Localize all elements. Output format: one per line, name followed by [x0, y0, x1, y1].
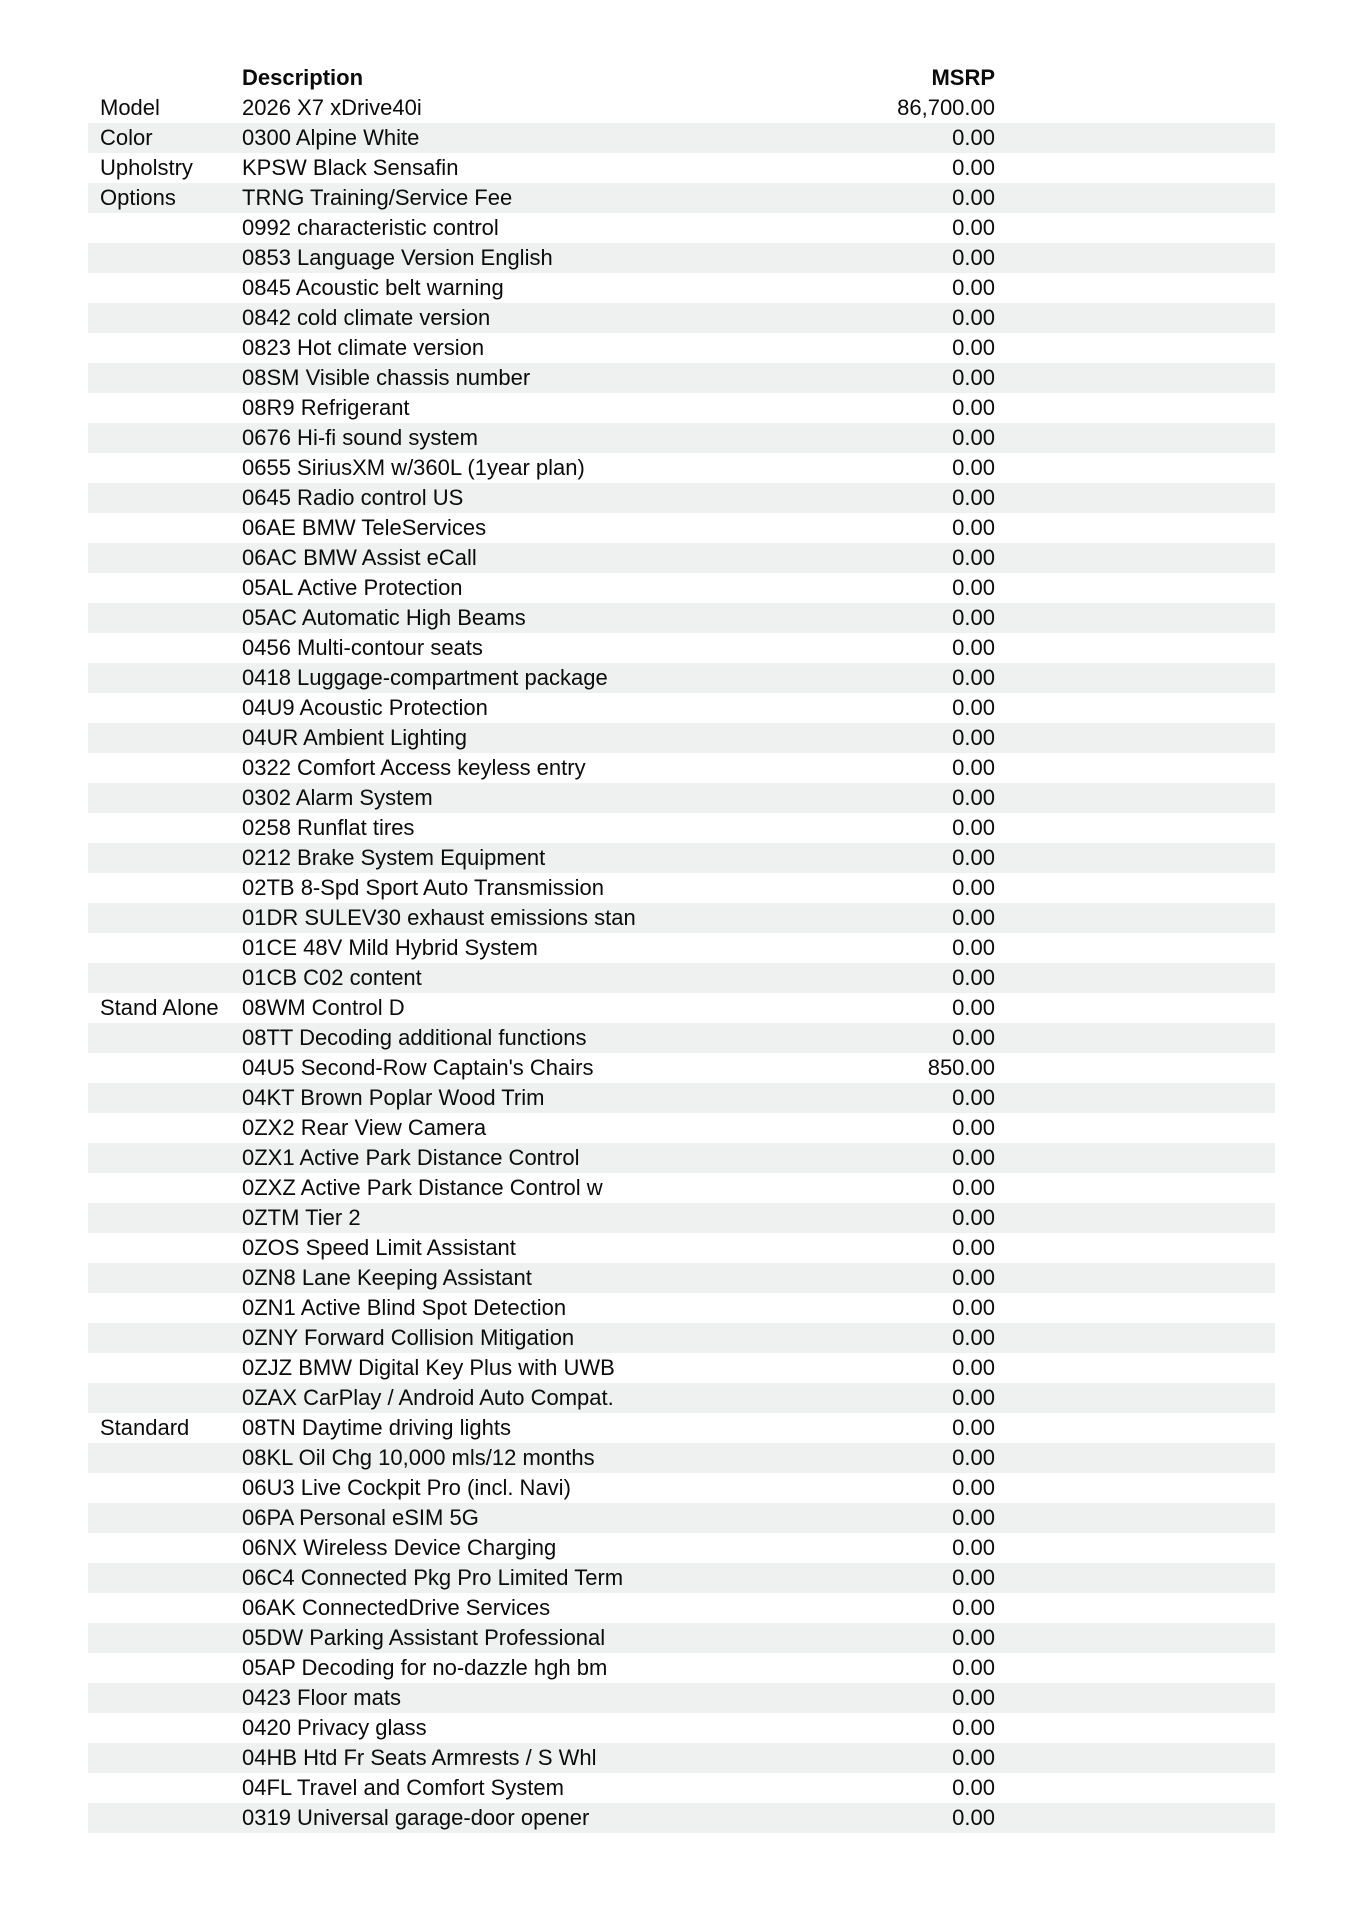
table-row — [88, 813, 1275, 843]
row-right-spacer — [995, 603, 1275, 633]
row-category-label — [88, 453, 242, 483]
row-description: KPSW Black Sensafin — [242, 155, 459, 180]
row-category-label — [88, 483, 242, 513]
row-description: 0ZJZ BMW Digital Key Plus with UWB — [242, 1355, 615, 1380]
row-category-label — [88, 513, 242, 543]
row-category-label — [88, 1623, 242, 1653]
row-description: TRNG Training/Service Fee — [242, 185, 513, 210]
row-msrp-value: 0.00 — [952, 125, 995, 150]
table-row — [88, 393, 1275, 423]
row-right-spacer — [995, 693, 1275, 723]
row-description: 01CE 48V Mild Hybrid System — [242, 935, 538, 960]
table-row — [88, 1623, 1275, 1653]
row-description: 05AP Decoding for no-dazzle hgh bm — [242, 1655, 608, 1680]
row-right-spacer — [995, 1533, 1275, 1563]
row-category-label — [88, 603, 242, 633]
row-description: 06AE BMW TeleServices — [242, 515, 487, 540]
row-category-label — [88, 1173, 242, 1203]
header-msrp: MSRP — [931, 65, 995, 90]
table-row — [88, 243, 1275, 273]
table-row — [88, 903, 1275, 933]
row-description: 06NX Wireless Device Charging — [242, 1535, 557, 1560]
row-right-spacer — [995, 663, 1275, 693]
row-description: 04U9 Acoustic Protection — [242, 695, 488, 720]
row-right-spacer — [995, 393, 1275, 423]
row-category-label — [88, 1023, 242, 1053]
row-right-spacer — [995, 1653, 1275, 1683]
row-msrp-value: 0.00 — [952, 935, 995, 960]
table-row — [88, 213, 1275, 243]
row-msrp-value: 0.00 — [952, 1235, 995, 1260]
row-category-label — [88, 1563, 242, 1593]
row-msrp-value: 0.00 — [952, 335, 995, 360]
row-right-spacer — [995, 1263, 1275, 1293]
row-right-spacer — [995, 1233, 1275, 1263]
row-msrp-value: 0.00 — [952, 965, 995, 990]
table-row — [88, 1143, 1275, 1173]
row-category-label — [88, 213, 242, 243]
row-description: 08TT Decoding additional functions — [242, 1025, 587, 1050]
row-right-spacer — [995, 1323, 1275, 1353]
row-msrp-value: 0.00 — [952, 1115, 995, 1140]
table-row — [88, 513, 1275, 543]
row-description: 01CB C02 content — [242, 965, 422, 990]
row-description: 0ZN1 Active Blind Spot Detection — [242, 1295, 567, 1320]
row-msrp-value: 0.00 — [952, 1775, 995, 1800]
row-category-label — [88, 363, 242, 393]
row-description: 0ZTM Tier 2 — [242, 1205, 361, 1230]
table-row — [88, 1293, 1275, 1323]
row-category-label — [88, 333, 242, 363]
row-description: 0258 Runflat tires — [242, 815, 415, 840]
row-category-label — [88, 1263, 242, 1293]
row-right-spacer — [995, 1563, 1275, 1593]
row-category-label — [88, 1443, 242, 1473]
row-right-spacer — [995, 1443, 1275, 1473]
row-category-label: Stand Alone — [100, 995, 219, 1020]
table-row — [88, 1113, 1275, 1143]
table-row — [88, 1053, 1275, 1083]
row-msrp-value: 0.00 — [952, 1685, 995, 1710]
table-row — [88, 783, 1275, 813]
row-category-label — [88, 1053, 242, 1083]
row-description: 0ZNY Forward Collision Mitigation — [242, 1325, 575, 1350]
row-description: 0418 Luggage-compartment package — [242, 665, 608, 690]
row-msrp-value: 0.00 — [952, 1655, 995, 1680]
row-description: 04UR Ambient Lighting — [242, 725, 468, 750]
row-right-spacer — [995, 1743, 1275, 1773]
table-row — [88, 1593, 1275, 1623]
table-row — [88, 183, 1275, 213]
row-right-spacer — [995, 543, 1275, 573]
row-category-label — [88, 1773, 242, 1803]
table-row — [88, 423, 1275, 453]
row-description: 0302 Alarm System — [242, 785, 433, 810]
row-msrp-value: 0.00 — [952, 1415, 995, 1440]
row-category-label — [88, 963, 242, 993]
row-description: 04HB Htd Fr Seats Armrests / S Whl — [242, 1745, 597, 1770]
row-description: 01DR SULEV30 exhaust emissions stan — [242, 905, 636, 930]
table-row — [88, 1233, 1275, 1263]
row-description: 0456 Multi-contour seats — [242, 635, 483, 660]
row-category-label — [88, 783, 242, 813]
header-category-spacer — [88, 63, 242, 93]
row-category-label — [88, 1653, 242, 1683]
row-description: 04U5 Second-Row Captain's Chairs — [242, 1055, 594, 1080]
row-category-label — [88, 1323, 242, 1353]
row-description: 05AC Automatic High Beams — [242, 605, 526, 630]
row-description: 0845 Acoustic belt warning — [242, 275, 504, 300]
table-row — [88, 963, 1275, 993]
table-row — [88, 1083, 1275, 1113]
row-msrp-value: 0.00 — [952, 1535, 995, 1560]
row-msrp-value: 0.00 — [952, 395, 995, 420]
table-row — [88, 1683, 1275, 1713]
table-row — [88, 1023, 1275, 1053]
table-row — [88, 1263, 1275, 1293]
row-category-label — [88, 723, 242, 753]
row-description: 0842 cold climate version — [242, 305, 491, 330]
row-msrp-value: 0.00 — [952, 845, 995, 870]
row-description: 06AK ConnectedDrive Services — [242, 1595, 551, 1620]
row-category-label — [88, 1143, 242, 1173]
row-msrp-value: 0.00 — [952, 1265, 995, 1290]
row-category-label — [88, 1503, 242, 1533]
table-row — [88, 1773, 1275, 1803]
row-category-label — [88, 1803, 242, 1833]
row-description: 0645 Radio control US — [242, 485, 464, 510]
row-category-label — [88, 573, 242, 603]
row-right-spacer — [995, 1203, 1275, 1233]
table-row — [88, 1653, 1275, 1683]
row-msrp-value: 0.00 — [952, 185, 995, 210]
row-right-spacer — [995, 573, 1275, 603]
row-msrp-value: 0.00 — [952, 1385, 995, 1410]
row-msrp-value: 0.00 — [952, 1175, 995, 1200]
table-row — [88, 633, 1275, 663]
row-right-spacer — [995, 1803, 1275, 1833]
row-category-label — [88, 933, 242, 963]
row-right-spacer — [995, 1773, 1275, 1803]
table-row — [88, 1563, 1275, 1593]
row-category-label — [88, 1593, 242, 1623]
row-right-spacer — [995, 843, 1275, 873]
row-category-label — [88, 303, 242, 333]
row-description: 0676 Hi-fi sound system — [242, 425, 478, 450]
row-category-label: Color — [100, 125, 153, 150]
row-right-spacer — [995, 753, 1275, 783]
row-description: 0823 Hot climate version — [242, 335, 485, 360]
row-right-spacer — [995, 1113, 1275, 1143]
row-description: 2026 X7 xDrive40i — [242, 95, 422, 120]
row-category-label — [88, 693, 242, 723]
row-msrp-value: 0.00 — [952, 695, 995, 720]
row-msrp-value: 0.00 — [952, 545, 995, 570]
row-right-spacer — [995, 183, 1275, 213]
row-category-label — [88, 813, 242, 843]
row-right-spacer — [995, 1053, 1275, 1083]
row-category-label — [88, 903, 242, 933]
row-description: 02TB 8-Spd Sport Auto Transmission — [242, 875, 604, 900]
row-description: 0992 characteristic control — [242, 215, 499, 240]
table-row — [88, 873, 1275, 903]
row-right-spacer — [995, 783, 1275, 813]
row-msrp-value: 0.00 — [952, 905, 995, 930]
row-right-spacer — [995, 1383, 1275, 1413]
row-right-spacer — [995, 1353, 1275, 1383]
table-row — [88, 453, 1275, 483]
table-row — [88, 603, 1275, 633]
row-category-label — [88, 273, 242, 303]
table-row — [88, 843, 1275, 873]
table-row — [88, 1323, 1275, 1353]
header-right-spacer — [995, 63, 1275, 93]
row-category-label — [88, 843, 242, 873]
table-row — [88, 123, 1275, 153]
row-msrp-value: 0.00 — [952, 515, 995, 540]
row-msrp-value: 0.00 — [952, 245, 995, 270]
row-description: 0300 Alpine White — [242, 125, 420, 150]
row-category-label — [88, 1113, 242, 1143]
row-category-label — [88, 393, 242, 423]
row-category-label — [88, 1683, 242, 1713]
row-description: 0212 Brake System Equipment — [242, 845, 546, 870]
row-description: 0420 Privacy glass — [242, 1715, 427, 1740]
row-msrp-value: 0.00 — [952, 755, 995, 780]
table-row — [88, 1503, 1275, 1533]
row-msrp-value: 0.00 — [952, 455, 995, 480]
table-row — [88, 483, 1275, 513]
row-description: 08TN Daytime driving lights — [242, 1415, 511, 1440]
row-right-spacer — [995, 723, 1275, 753]
row-msrp-value: 0.00 — [952, 725, 995, 750]
row-right-spacer — [995, 963, 1275, 993]
row-description: 06C4 Connected Pkg Pro Limited Term — [242, 1565, 624, 1590]
row-msrp-value: 0.00 — [952, 785, 995, 810]
row-msrp-value: 0.00 — [952, 995, 995, 1020]
row-right-spacer — [995, 153, 1275, 183]
row-category-label — [88, 633, 242, 663]
row-right-spacer — [995, 1473, 1275, 1503]
row-right-spacer — [995, 123, 1275, 153]
row-right-spacer — [995, 1023, 1275, 1053]
table-row — [88, 153, 1275, 183]
row-right-spacer — [995, 213, 1275, 243]
row-msrp-value: 0.00 — [952, 1355, 995, 1380]
row-description: 08R9 Refrigerant — [242, 395, 410, 420]
row-msrp-value: 0.00 — [952, 1595, 995, 1620]
row-msrp-value: 0.00 — [952, 425, 995, 450]
row-right-spacer — [995, 483, 1275, 513]
row-right-spacer — [995, 903, 1275, 933]
row-description: 0319 Universal garage-door opener — [242, 1805, 590, 1830]
row-right-spacer — [995, 273, 1275, 303]
row-msrp-value: 0.00 — [952, 1085, 995, 1110]
row-right-spacer — [995, 993, 1275, 1023]
row-right-spacer — [995, 93, 1275, 123]
table-row — [88, 1443, 1275, 1473]
row-category-label — [88, 1083, 242, 1113]
row-right-spacer — [995, 513, 1275, 543]
row-description: 0322 Comfort Access keyless entry — [242, 755, 586, 780]
row-right-spacer — [995, 1713, 1275, 1743]
row-right-spacer — [995, 1593, 1275, 1623]
row-right-spacer — [995, 1623, 1275, 1653]
row-msrp-value: 0.00 — [952, 1745, 995, 1770]
table-row — [88, 723, 1275, 753]
table-row — [88, 1803, 1275, 1833]
row-category-label — [88, 1383, 242, 1413]
row-category-label — [88, 1293, 242, 1323]
row-description: 0655 SiriusXM w/360L (1year plan) — [242, 455, 585, 480]
row-category-label — [88, 753, 242, 783]
row-category-label — [88, 1203, 242, 1233]
row-description: 06PA Personal eSIM 5G — [242, 1505, 479, 1530]
row-right-spacer — [995, 363, 1275, 393]
row-right-spacer — [995, 423, 1275, 453]
row-description: 08KL Oil Chg 10,000 mls/12 months — [242, 1445, 595, 1470]
table-row — [88, 1413, 1275, 1443]
row-msrp-value: 0.00 — [952, 1505, 995, 1530]
row-category-label — [88, 663, 242, 693]
row-description: 06AC BMW Assist eCall — [242, 545, 477, 570]
row-description: 06U3 Live Cockpit Pro (incl. Navi) — [242, 1475, 571, 1500]
row-msrp-value: 0.00 — [952, 1025, 995, 1050]
row-msrp-value: 0.00 — [952, 1625, 995, 1650]
row-msrp-value: 0.00 — [952, 635, 995, 660]
row-right-spacer — [995, 303, 1275, 333]
vehicle-options-pricing-table — [88, 63, 1275, 1833]
table-row — [88, 693, 1275, 723]
row-right-spacer — [995, 1413, 1275, 1443]
table-row — [88, 1173, 1275, 1203]
row-msrp-value: 86,700.00 — [897, 95, 995, 120]
table-row — [88, 363, 1275, 393]
row-category-label: Standard — [100, 1415, 190, 1440]
row-msrp-value: 0.00 — [952, 485, 995, 510]
table-row — [88, 1533, 1275, 1563]
row-right-spacer — [995, 1503, 1275, 1533]
row-description: 08WM Control D — [242, 995, 405, 1020]
row-category-label — [88, 873, 242, 903]
row-right-spacer — [995, 1173, 1275, 1203]
row-right-spacer — [995, 813, 1275, 843]
row-right-spacer — [995, 243, 1275, 273]
row-msrp-value: 0.00 — [952, 575, 995, 600]
table-row — [88, 1743, 1275, 1773]
row-category-label: Model — [100, 95, 160, 120]
row-description: 0ZXZ Active Park Distance Control w — [242, 1175, 603, 1200]
row-right-spacer — [995, 1293, 1275, 1323]
row-msrp-value: 0.00 — [952, 365, 995, 390]
row-description: 05DW Parking Assistant Professional — [242, 1625, 606, 1650]
row-right-spacer — [995, 1683, 1275, 1713]
table-row — [88, 993, 1275, 1023]
table-row — [88, 1713, 1275, 1743]
row-description: 0ZOS Speed Limit Assistant — [242, 1235, 516, 1260]
row-category-label — [88, 1353, 242, 1383]
row-msrp-value: 0.00 — [952, 1325, 995, 1350]
row-msrp-value: 0.00 — [952, 665, 995, 690]
row-description: 08SM Visible chassis number — [242, 365, 531, 390]
table-row — [88, 1203, 1275, 1233]
row-msrp-value: 0.00 — [952, 275, 995, 300]
table-row — [88, 1473, 1275, 1503]
row-right-spacer — [995, 633, 1275, 663]
row-category-label — [88, 1533, 242, 1563]
row-category-label: Options — [100, 185, 176, 210]
row-category-label — [88, 1743, 242, 1773]
row-description: 0ZX1 Active Park Distance Control — [242, 1145, 580, 1170]
row-msrp-value: 0.00 — [952, 215, 995, 240]
table-row — [88, 933, 1275, 963]
row-msrp-value: 0.00 — [952, 1475, 995, 1500]
row-category-label — [88, 1233, 242, 1263]
row-msrp-value: 0.00 — [952, 155, 995, 180]
row-right-spacer — [995, 1083, 1275, 1113]
table-row — [88, 753, 1275, 783]
row-description: 0423 Floor mats — [242, 1685, 401, 1710]
table-row — [88, 333, 1275, 363]
table-row — [88, 273, 1275, 303]
row-right-spacer — [995, 333, 1275, 363]
row-description: 05AL Active Protection — [242, 575, 463, 600]
row-description: 04FL Travel and Comfort System — [242, 1775, 564, 1800]
row-right-spacer — [995, 933, 1275, 963]
row-msrp-value: 0.00 — [952, 815, 995, 840]
row-msrp-value: 0.00 — [952, 875, 995, 900]
table-body — [88, 93, 1275, 1833]
table-row — [88, 93, 1275, 123]
table-row — [88, 1383, 1275, 1413]
table-row — [88, 543, 1275, 573]
row-description: 0ZAX CarPlay / Android Auto Compat. — [242, 1385, 614, 1410]
row-msrp-value: 0.00 — [952, 1715, 995, 1740]
table-row — [88, 663, 1275, 693]
row-msrp-value: 0.00 — [952, 1565, 995, 1590]
row-msrp-value: 0.00 — [952, 1295, 995, 1320]
row-msrp-value: 0.00 — [952, 1445, 995, 1470]
row-right-spacer — [995, 1143, 1275, 1173]
row-right-spacer — [995, 873, 1275, 903]
row-msrp-value: 0.00 — [952, 305, 995, 330]
row-description: 04KT Brown Poplar Wood Trim — [242, 1085, 545, 1110]
row-category-label — [88, 543, 242, 573]
row-category-label — [88, 1713, 242, 1743]
header-description: Description — [242, 65, 364, 90]
table-row — [88, 573, 1275, 603]
row-description: 0ZX2 Rear View Camera — [242, 1115, 487, 1140]
row-msrp-value: 0.00 — [952, 1205, 995, 1230]
row-right-spacer — [995, 453, 1275, 483]
row-msrp-value: 0.00 — [952, 605, 995, 630]
row-msrp-value: 850.00 — [927, 1055, 995, 1080]
row-description: 0ZN8 Lane Keeping Assistant — [242, 1265, 532, 1290]
row-category-label — [88, 423, 242, 453]
row-msrp-value: 0.00 — [952, 1805, 995, 1830]
row-category-label — [88, 1473, 242, 1503]
table-header-row — [88, 63, 1275, 93]
row-category-label — [88, 243, 242, 273]
row-category-label: Upholstry — [100, 155, 193, 180]
table-row — [88, 1353, 1275, 1383]
row-msrp-value: 0.00 — [952, 1145, 995, 1170]
table-row — [88, 303, 1275, 333]
row-description: 0853 Language Version English — [242, 245, 553, 270]
